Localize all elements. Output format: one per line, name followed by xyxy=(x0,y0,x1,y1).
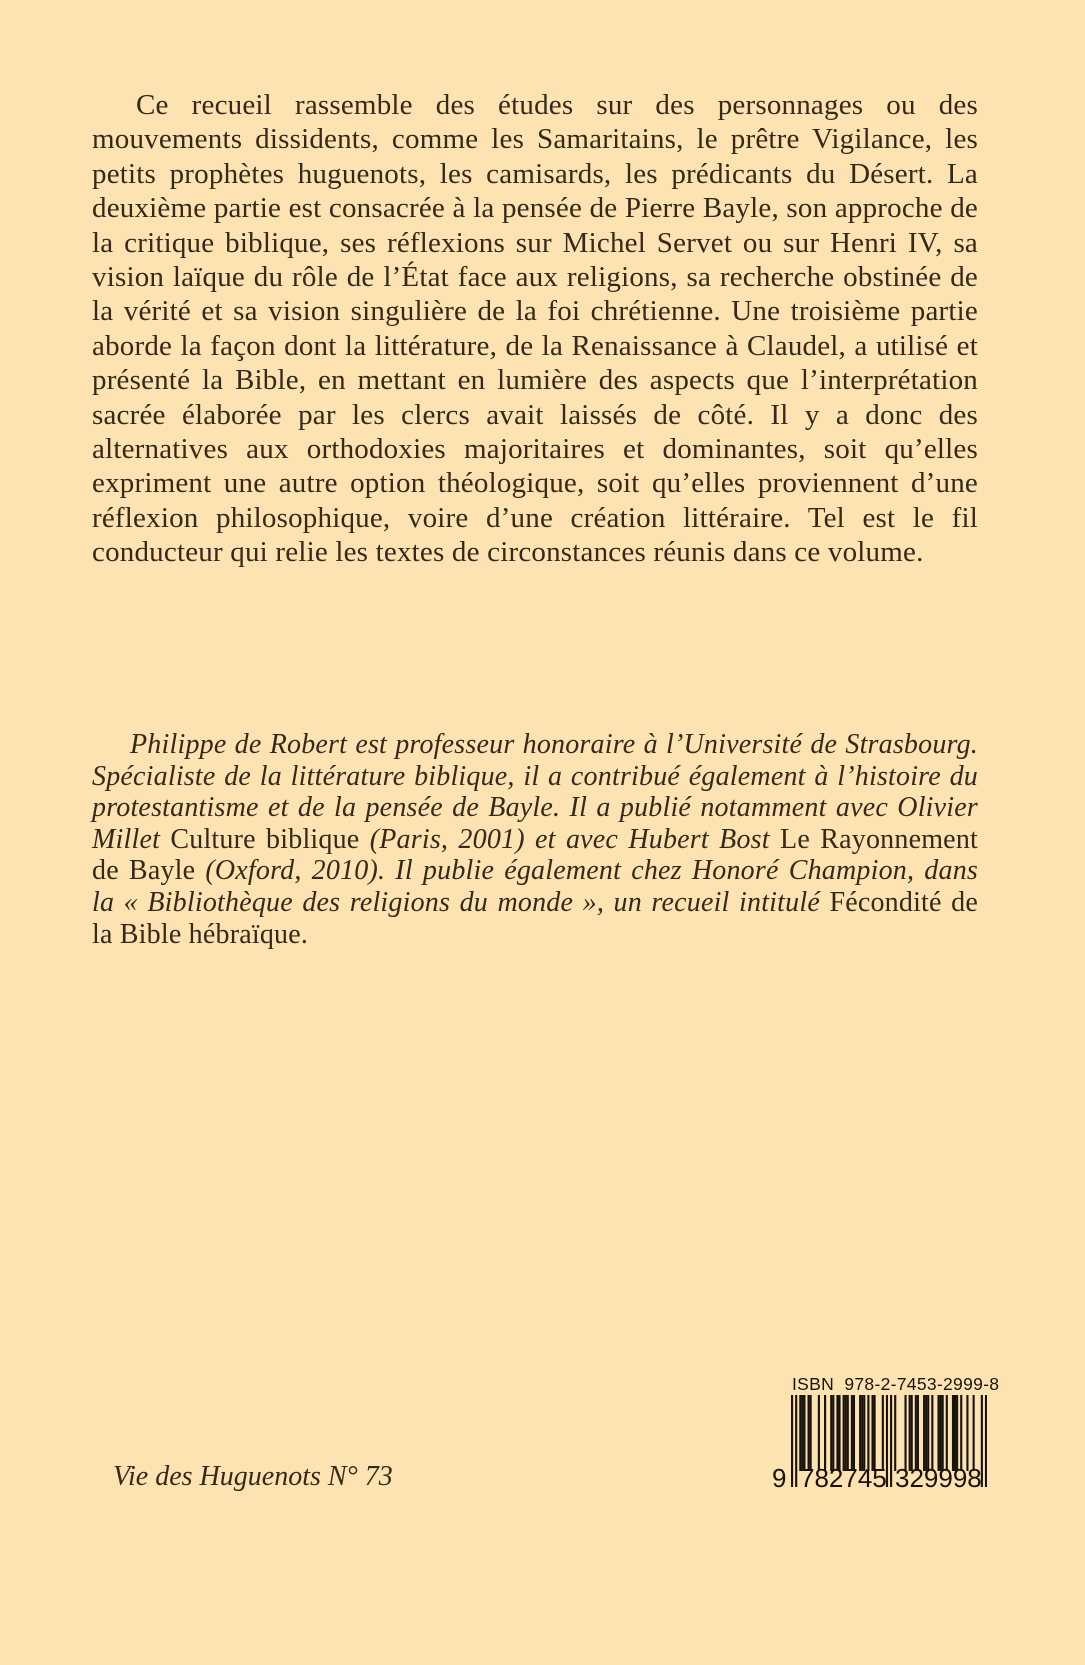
barcode-digit-group-left: 782745 xyxy=(800,1463,887,1493)
bio-segment-roman: Fécondité de la Bible hébraïque. xyxy=(92,886,978,950)
isbn-label: ISBN 978-2-7453-2999-8 xyxy=(792,1374,1000,1394)
bio-segment-roman: Culture biblique xyxy=(170,823,370,855)
isbn-barcode-block xyxy=(772,1374,1004,1500)
synopsis-paragraph: Ce recueil rassemble des études sur des personnages ou des mouvements dissidents, comme les Samaritains, le prêtre Vigilance, les petits prophètes huguenots, les camisards, les prédicants du Désert. La deuxième partie est consacrée à la pensée de Pierre Bayle, son approche de la critique biblique, ses réflexions sur Michel Servet ou sur Henri IV, sa vision laïque du rôle de l’État face aux religions, sa recherche obstinée de la vérité et sa vision singulière de la foi chrétienne. Une troisième partie aborde la façon dont la littérature, de la Renaissance à Claudel, a utilisé et présenté la Bible, en mettant en lumière des aspects que l’interprétation sacrée élaborée par les clercs avait laissés de côté. Il y a donc des alternatives aux orthodoxies majoritaires et dominantes, soit qu’elles expriment une autre option théologique, soit qu’elles proviennent d’une réflexion philosophique, voire d’une création littéraire. Tel est le fil conducteur qui relie les textes de circonstances réunis dans ce volume. xyxy=(92,89,978,569)
bio-segment-roman: Le Rayonnement de Bayle xyxy=(92,823,978,887)
barcode-digit-group-right: 329998 xyxy=(895,1463,982,1493)
bio-segment-italic: (Oxford, 2010). Il publie également chez Honoré Champion, dans la « Bibliothèque des religions du monde », un recueil intitulé xyxy=(92,855,978,918)
series-imprint: Vie des Huguenots N° 73 xyxy=(113,1461,393,1492)
bio-segment-italic: (Paris, 2001) et avec Hubert Bost xyxy=(369,823,781,855)
barcode-digit-group-first: 9 xyxy=(772,1463,787,1493)
author-bio-paragraph xyxy=(92,729,978,950)
bio-segment-italic: Philippe de Robert est professeur honoraire à l’Université de Strasbourg. Spécialiste de la littérature biblique, il a contribué également à l’histoire du protestantisme et de la pensée de Bayle. Il a publié notamment avec Olivier Millet xyxy=(92,729,978,855)
